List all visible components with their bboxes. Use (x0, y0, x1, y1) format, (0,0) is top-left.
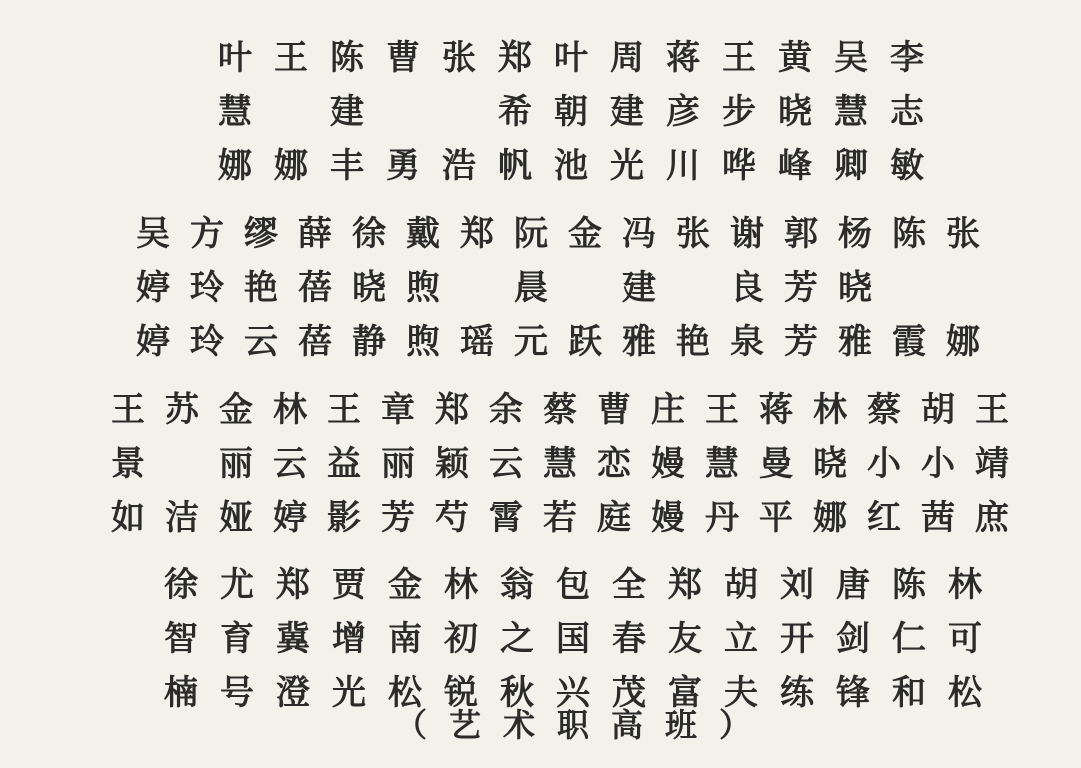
name-character: 翁 (500, 565, 534, 605)
name-character: 娜 (274, 146, 308, 186)
name-character: 郑 (435, 390, 469, 430)
name-character: 松 (388, 673, 422, 713)
class-caption: （艺术职高班） (395, 706, 774, 744)
name-character: 林 (273, 390, 307, 430)
name-character: 林 (948, 565, 982, 605)
name-character: 建 (622, 268, 656, 308)
name-character: 煦 (406, 268, 440, 308)
name-character (268, 89, 314, 135)
name-character: 瑶 (460, 322, 494, 362)
name-character: 颖 (435, 444, 469, 484)
name-character: 初 (444, 619, 478, 659)
name-character: 林 (444, 565, 478, 605)
name-character: 陈 (892, 214, 926, 254)
name-character: 池 (554, 146, 588, 186)
name-character: 建 (330, 92, 364, 132)
name-character: 庄 (651, 390, 685, 430)
name-character: 芍 (435, 498, 469, 538)
name-character: 戴 (406, 214, 440, 254)
name-character: 跃 (568, 322, 602, 362)
name-character: 曹 (597, 390, 631, 430)
name-character: 若 (543, 498, 577, 538)
name-character: 之 (500, 619, 534, 659)
name-character: 张 (442, 38, 476, 78)
name-character: 洁 (165, 498, 199, 538)
name-character: 泉 (730, 322, 764, 362)
name-character: 徐 (164, 565, 198, 605)
name-character: 全 (612, 565, 646, 605)
name-character (380, 89, 426, 135)
name-character: 金 (219, 390, 253, 430)
name-character: 郑 (460, 214, 494, 254)
name-character: 蒋 (666, 38, 700, 78)
name-character: 叶 (218, 38, 252, 78)
name-character: 开 (780, 619, 814, 659)
name-character: 曼 (759, 444, 793, 484)
name-character: 茜 (921, 498, 955, 538)
name-character: 恋 (597, 444, 631, 484)
name-character: 影 (327, 498, 361, 538)
name-character (159, 441, 205, 487)
name-character: 南 (388, 619, 422, 659)
name-character: 元 (514, 322, 548, 362)
name-character: 娜 (946, 322, 980, 362)
name-character: 冯 (622, 214, 656, 254)
name-character: 浩 (442, 146, 476, 186)
name-character: 谢 (730, 214, 764, 254)
name-character: 蓓 (298, 322, 332, 362)
name-character: 雅 (622, 322, 656, 362)
name-character: 和 (892, 673, 926, 713)
name-character: 林 (813, 390, 847, 430)
name-character (562, 265, 608, 311)
name-character: 川 (666, 146, 700, 186)
name-character: 慧 (543, 444, 577, 484)
name-character: 冀 (276, 619, 310, 659)
name-character: 芳 (784, 268, 818, 308)
name-character: 帆 (498, 146, 532, 186)
name-character: 金 (388, 565, 422, 605)
name-character: 方 (190, 214, 224, 254)
name-character: 庶 (975, 498, 1009, 538)
name-character: 胡 (921, 390, 955, 430)
name-character: 可 (948, 619, 982, 659)
name-character: 仁 (892, 619, 926, 659)
name-character (940, 265, 986, 311)
name-character: 锐 (444, 673, 478, 713)
name-character: 吴 (834, 38, 868, 78)
name-character: 霄 (489, 498, 523, 538)
name-character: 勇 (386, 146, 420, 186)
name-character: 王 (975, 390, 1009, 430)
name-character: 艳 (676, 322, 710, 362)
name-character: 育 (220, 619, 254, 659)
name-character: 剑 (836, 619, 870, 659)
name-character: 胡 (724, 565, 758, 605)
name-character: 陈 (330, 38, 364, 78)
name-character: 锋 (836, 673, 870, 713)
name-character: 艳 (244, 268, 278, 308)
name-character: 娜 (218, 146, 252, 186)
name-character: 号 (220, 673, 254, 713)
name-character: 郭 (784, 214, 818, 254)
name-character: 郑 (276, 565, 310, 605)
name-character: 光 (332, 673, 366, 713)
name-character: 建 (610, 92, 644, 132)
name-character: 立 (724, 619, 758, 659)
name-character: 志 (890, 92, 924, 132)
name-character: 金 (568, 214, 602, 254)
name-character: 夫 (724, 673, 758, 713)
name-character: 智 (164, 619, 198, 659)
name-character: 章 (381, 390, 415, 430)
name-character: 阮 (514, 214, 548, 254)
name-character: 步 (722, 92, 756, 132)
name-character: 静 (352, 322, 386, 362)
name-character: 景 (111, 444, 145, 484)
name-character: 芳 (381, 498, 415, 538)
name-character: 娜 (813, 498, 847, 538)
name-character: 雅 (838, 322, 872, 362)
name-character: 贾 (332, 565, 366, 605)
name-character: 娅 (219, 498, 253, 538)
name-character: 晓 (352, 268, 386, 308)
name-character: 张 (676, 214, 710, 254)
name-character: 芳 (784, 322, 818, 362)
name-character: 叶 (554, 38, 588, 78)
name-character: 玲 (190, 322, 224, 362)
name-character: 周 (610, 38, 644, 78)
name-character: 小 (867, 444, 901, 484)
name-character: 小 (921, 444, 955, 484)
name-character: 郑 (498, 38, 532, 78)
name-character: 曹 (386, 38, 420, 78)
name-character: 练 (780, 673, 814, 713)
name-character: 丽 (219, 444, 253, 484)
name-character: 彦 (666, 92, 700, 132)
name-character: 云 (273, 444, 307, 484)
name-character: 晨 (514, 268, 548, 308)
name-character: 玲 (190, 268, 224, 308)
name-character: 富 (668, 673, 702, 713)
name-character: 郑 (668, 565, 702, 605)
name-character: 卿 (834, 146, 868, 186)
name-character: 丽 (381, 444, 415, 484)
name-character: 松 (948, 673, 982, 713)
name-character: 光 (610, 146, 644, 186)
name-character: 王 (274, 38, 308, 78)
name-character: 婷 (136, 268, 170, 308)
name-character: 秋 (500, 673, 534, 713)
name-character (886, 265, 932, 311)
name-character: 峰 (778, 146, 812, 186)
name-character: 慧 (834, 92, 868, 132)
name-character: 云 (244, 322, 278, 362)
name-character: 晓 (838, 268, 872, 308)
name-character: 杨 (838, 214, 872, 254)
name-character: 朝 (554, 92, 588, 132)
name-character: 包 (556, 565, 590, 605)
name-character: 张 (946, 214, 980, 254)
name-character: 友 (668, 619, 702, 659)
name-character: 徐 (352, 214, 386, 254)
name-character (670, 265, 716, 311)
name-character: 王 (111, 390, 145, 430)
name-character: 庭 (597, 498, 631, 538)
name-character: 茂 (612, 673, 646, 713)
name-character: 增 (332, 619, 366, 659)
name-character: 王 (705, 390, 739, 430)
name-character: 煦 (406, 322, 440, 362)
name-character: 红 (867, 498, 901, 538)
name-character: 唐 (836, 565, 870, 605)
name-character: 靖 (975, 444, 1009, 484)
name-character: 苏 (165, 390, 199, 430)
name-character: 晓 (778, 92, 812, 132)
name-character: 澄 (276, 673, 310, 713)
name-character: 黄 (778, 38, 812, 78)
name-character: 薛 (298, 214, 332, 254)
name-character: 婷 (273, 498, 307, 538)
name-character: 霞 (892, 322, 926, 362)
name-character: 兴 (556, 673, 590, 713)
name-character: 王 (327, 390, 361, 430)
name-character: 缪 (244, 214, 278, 254)
name-character: 余 (489, 390, 523, 430)
name-character: 蔡 (543, 390, 577, 430)
name-character: 如 (111, 498, 145, 538)
name-character: 敏 (890, 146, 924, 186)
name-character: 慧 (705, 444, 739, 484)
name-character: 蓓 (298, 268, 332, 308)
name-character: 尤 (220, 565, 254, 605)
name-character: 楠 (164, 673, 198, 713)
name-character: 哗 (722, 146, 756, 186)
name-character (436, 89, 482, 135)
name-character: 李 (890, 38, 924, 78)
name-character: 春 (612, 619, 646, 659)
name-character: 丹 (705, 498, 739, 538)
name-character (454, 265, 500, 311)
name-character: 平 (759, 498, 793, 538)
name-character: 蔡 (867, 390, 901, 430)
name-character: 晓 (813, 444, 847, 484)
name-character: 益 (327, 444, 361, 484)
name-character: 蒋 (759, 390, 793, 430)
name-character: 陈 (892, 565, 926, 605)
name-character: 良 (730, 268, 764, 308)
name-character: 丰 (330, 146, 364, 186)
name-character: 云 (489, 444, 523, 484)
name-character: 嫚 (651, 498, 685, 538)
name-character: 国 (556, 619, 590, 659)
name-character: 希 (498, 92, 532, 132)
name-character: 婷 (136, 322, 170, 362)
name-character: 慧 (218, 92, 252, 132)
name-character: 嫚 (651, 444, 685, 484)
name-character: 刘 (780, 565, 814, 605)
name-character: 王 (722, 38, 756, 78)
name-character: 吴 (136, 214, 170, 254)
